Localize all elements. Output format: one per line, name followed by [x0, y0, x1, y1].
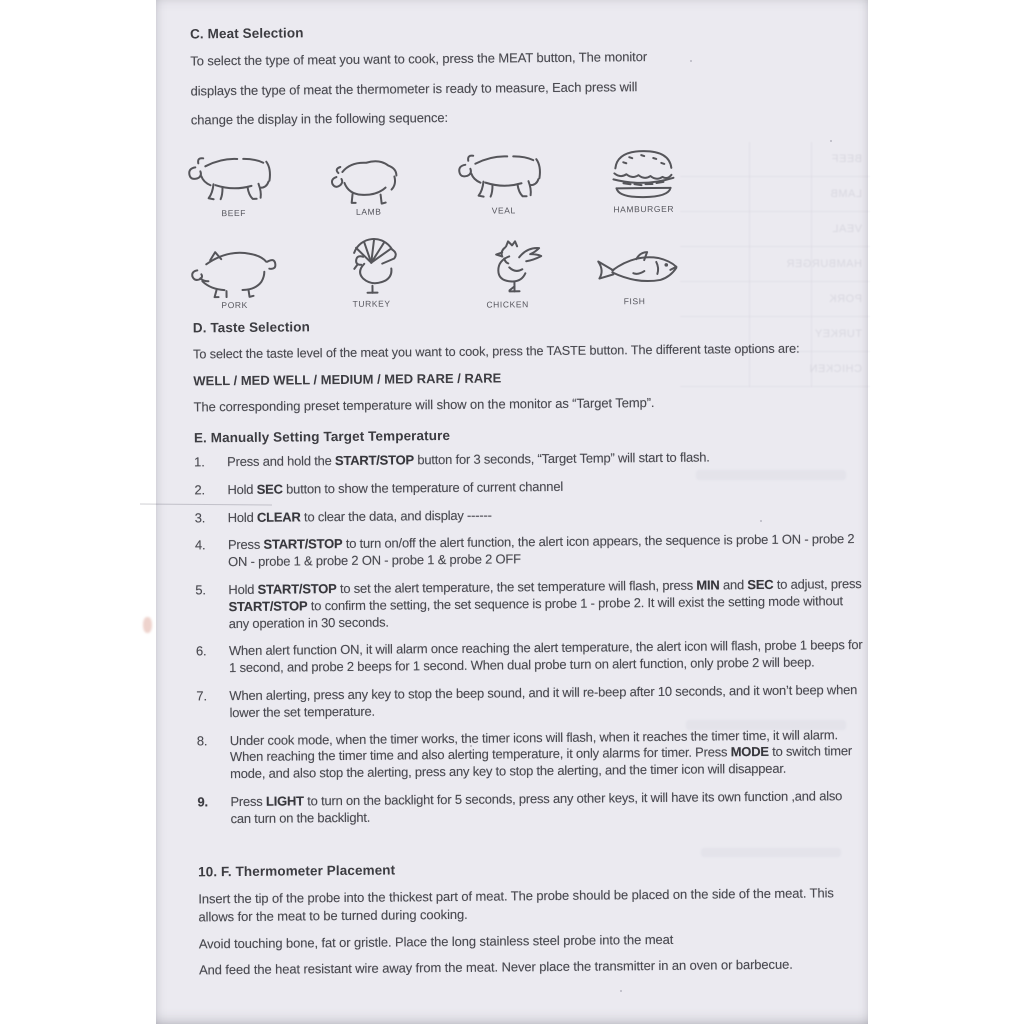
meat-item-fish — [568, 244, 701, 307]
taste-selection-body: To select the taste level of the meat you want to cook, press the TASTE button. The different taste options are: — [193, 341, 800, 362]
step-item — [194, 476, 862, 499]
pig-icon — [186, 242, 283, 299]
meat-label: TURKEY — [352, 298, 391, 309]
hamburger-icon — [603, 146, 684, 203]
meat-item-veal — [437, 149, 570, 216]
step-text: Under cook mode, when the timer works, the timer icons will flash, when it reaches the timer time, it will alarm. When reaching the timer time and also alerting temperature, it only alarms for timer. Press MODE to switch timer mode, and also stop the alerting, press any key to stop the alerting, and the timer icon will disappear. — [229, 726, 853, 782]
taste-selection-note: The corresponding preset temperature will show on the monitor as “Target Temp”. — [193, 395, 655, 415]
placement-paragraph: And feed the heat resistant wire away from the meat. Never place the transmitter in an oven or barbecue. — [198, 956, 793, 978]
meat-label: HAMBURGER — [613, 203, 675, 215]
page-content — [156, 0, 878, 1024]
step-number: 4. — [194, 537, 206, 553]
step-text: Hold CLEAR to clear the data, and display ------ — [227, 507, 492, 525]
section-heading-meat-selection: C. Meat Selection — [189, 25, 304, 42]
sheep-icon — [320, 152, 416, 205]
meat-label: LAMB — [355, 206, 382, 217]
steps-list — [194, 448, 866, 839]
meat-item-hamburger — [577, 145, 710, 214]
meat-label: FISH — [623, 296, 646, 307]
meat-item-beef — [167, 151, 300, 218]
meat-item-turkey — [305, 234, 438, 309]
meat-label: PORK — [221, 299, 248, 311]
step-item — [197, 788, 865, 828]
step-text: Hold SEC button to show the temperature of current channel — [227, 478, 564, 497]
scan-pink-mark — [143, 617, 152, 633]
step-item — [196, 637, 864, 677]
chicken-icon — [462, 237, 553, 298]
step-item — [195, 531, 863, 571]
meat-item-lamb — [302, 152, 435, 217]
step-number: 2. — [194, 482, 205, 498]
step-number: 5. — [195, 582, 206, 598]
paragraph-line: displays the type of meat the thermometer is ready to measure, Each press will — [190, 78, 638, 98]
placement-paragraph: Avoid touching bone, fat or gristle. Place the long stainless steel probe into the meat — [198, 931, 674, 952]
step-number: 9. — [197, 794, 208, 810]
step-text: When alert function ON, it will alarm once reaching the alert temperature, the alert icon will flash, probe 1 beeps for 1 second, and probe 2 beeps for 1 second. When dual probe turn on alert function, only probe 2 will beep. — [228, 637, 863, 676]
step-number: 3. — [194, 509, 206, 526]
section-heading-taste-selection: D. Taste Selection — [192, 319, 311, 336]
step-text: Press START/STOP to turn on/off the alert function, the alert icon appears, the sequence is probe 1 ON - probe 2 ON - probe 1 & probe 2 ON - probe 1 & probe 2 OFF — [227, 531, 855, 570]
section-heading-placement: 10. F. Thermometer Placement — [198, 862, 396, 880]
taste-options: WELL / MED WELL / MEDIUM / MED RARE / RARE — [193, 370, 502, 389]
paragraph-line: To select the type of meat you want to cook, press the MEAT button, The monitor — [190, 49, 648, 69]
turkey-icon — [326, 234, 417, 297]
meat-label: VEAL — [491, 205, 516, 216]
step-text: Hold START/STOP to set the alert temperature, the set temperature will flash, press MIN and SEC to adjust, press START/STOP to confirm the setting, the set sequence is probe 1 - probe 2. It will exist the setting mode without any operation in 30 seconds. — [228, 576, 862, 631]
bleedthrough-row: BEEF — [680, 142, 870, 177]
meat-label: CHICKEN — [486, 299, 529, 310]
step-number: 1. — [194, 454, 205, 470]
bleedthrough-row: PORK — [680, 282, 870, 317]
step-number: 6. — [195, 643, 207, 659]
step-item — [194, 448, 862, 471]
step-text: Press and hold the START/STOP button for 3 seconds, “Target Temp” will start to flash. — [227, 449, 710, 470]
bleedthrough-row: CHICKEN — [680, 352, 870, 387]
meat-item-pork — [168, 241, 301, 310]
step-item — [195, 576, 863, 633]
cow-icon — [183, 152, 284, 207]
meat-item-chicken — [441, 237, 574, 310]
calf-icon — [453, 149, 554, 204]
bleedthrough-row: LAMB — [680, 177, 870, 212]
step-item — [195, 504, 863, 527]
step-number: 7. — [196, 688, 207, 704]
section-heading-target-temp: E. Manually Setting Target Temperature — [193, 427, 451, 446]
paragraph-line: change the display in the following sequence: — [190, 109, 449, 128]
step-text: Press LIGHT to turn on the backlight for 5 seconds, press any other keys, it will have its own function ,and also can turn on the backlight. — [230, 788, 843, 826]
fish-icon — [586, 244, 682, 295]
placement-paragraph: Insert the tip of the probe into the thickest part of meat. The probe should be placed on the side of the meat. This allows for the meat to be turned during cooking. — [198, 885, 834, 925]
step-item — [196, 682, 864, 722]
bleedthrough-row: TURKEY — [680, 317, 870, 352]
step-number: 8. — [196, 732, 208, 748]
paper-sheet — [156, 0, 868, 1024]
step-item — [197, 727, 865, 784]
bleedthrough-row: VEAL — [680, 212, 870, 247]
meat-selection-paragraph — [190, 42, 648, 135]
step-text: When alerting, press any key to stop the beep sound, and it will re-beep after 10 seconds, and it won’t beep when lower the set temperature. — [229, 682, 858, 720]
bleedthrough-row: HAMBURGER — [680, 247, 870, 282]
meat-label: BEEF — [221, 207, 247, 219]
